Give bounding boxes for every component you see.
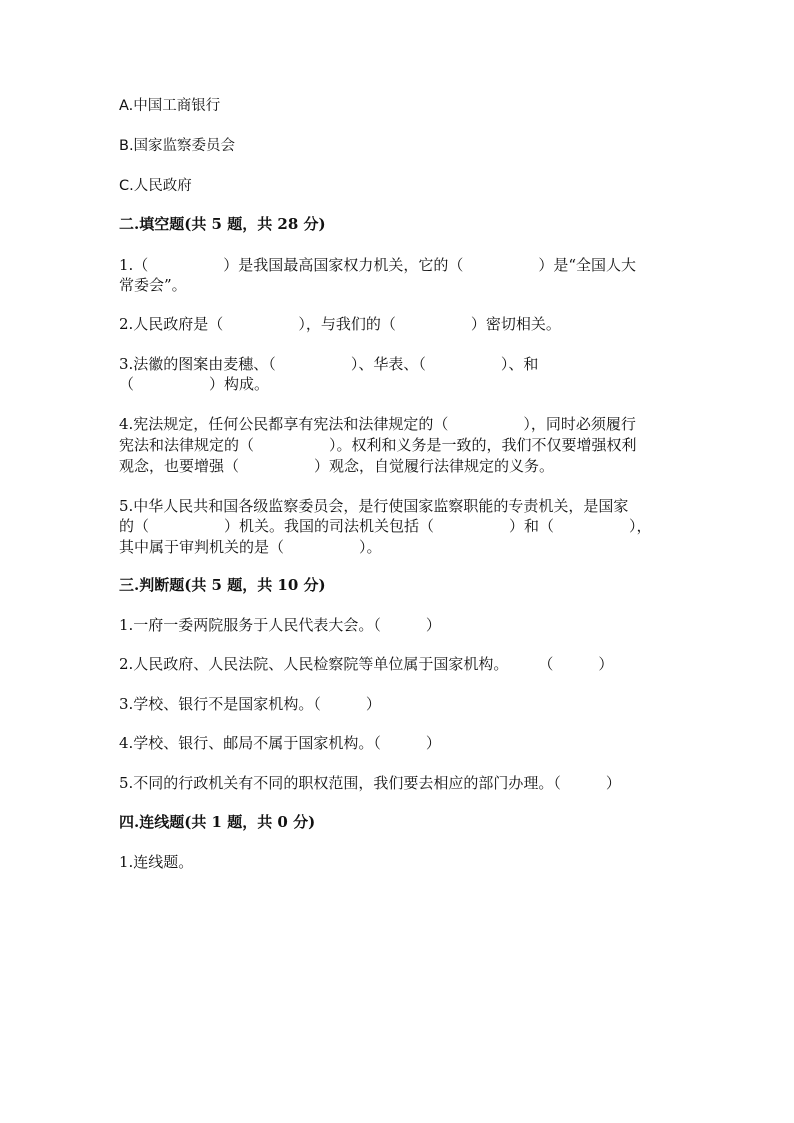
option-b: B.国家监察委员会 xyxy=(119,138,236,154)
true-false-q4: 4.学校、银行、邮局不属于国家机构。（ ） xyxy=(119,734,441,752)
fill-blank-q5-line2: 的（ ）机关。我国的司法机关包括（ ）和（ ）， xyxy=(119,517,652,535)
fill-blank-q3-line2: （ ）构成。 xyxy=(119,375,270,393)
true-false-q5: 5.不同的行政机关有不同的职权范围，我们要去相应的部门办理。（ ） xyxy=(119,774,621,792)
fill-blank-q5-line1: 5.中华人民共和国各级监察委员会，是行使国家监察职能的专责机关，是国家 xyxy=(119,497,629,515)
fill-blank-q4-line3: 观念，也要增强（ ）观念，自觉履行法律规定的义务。 xyxy=(119,457,555,475)
fill-blank-q3-line1: 3.法徽的图案由麦穗、（ ）、华表、（ ）、和 xyxy=(119,355,539,373)
true-false-q3: 3.学校、银行不是国家机构。（ ） xyxy=(119,695,381,713)
section-heading-matching: 四.连线题(共 1 题，共 0 分) xyxy=(119,813,316,831)
true-false-q2: 2.人民政府、人民法院、人民检察院等单位属于国家机构。 （ ） xyxy=(119,655,614,673)
fill-blank-q1-line2: 常委会”。 xyxy=(119,276,187,294)
matching-q1: 1.连线题。 xyxy=(119,853,194,871)
true-false-q1: 1.一府一委两院服务于人民代表大会。（ ） xyxy=(119,616,441,634)
fill-blank-q2-line1: 2.人民政府是（ ），与我们的（ ）密切相关。 xyxy=(119,315,561,333)
section-heading-true-false: 三.判断题(共 5 题，共 10 分) xyxy=(119,576,326,594)
option-a: A.中国工商银行 xyxy=(119,98,221,114)
fill-blank-q4-line2: 宪法和法律规定的（ ）。权利和义务是一致的，我们不仅要增强权利 xyxy=(119,436,637,454)
option-c: C.人民政府 xyxy=(119,178,192,194)
section-heading-fill-blank: 二.填空题(共 5 题，共 28 分) xyxy=(119,215,326,233)
fill-blank-q1-line1: 1.（ ）是我国最高国家权力机关，它的（ ）是“全国人大 xyxy=(119,256,636,274)
fill-blank-q5-line3: 其中属于审判机关的是（ ）。 xyxy=(119,538,382,556)
fill-blank-q4-line1: 4.宪法规定，任何公民都享有宪法和法律规定的（ ），同时必须履行 xyxy=(119,415,636,433)
